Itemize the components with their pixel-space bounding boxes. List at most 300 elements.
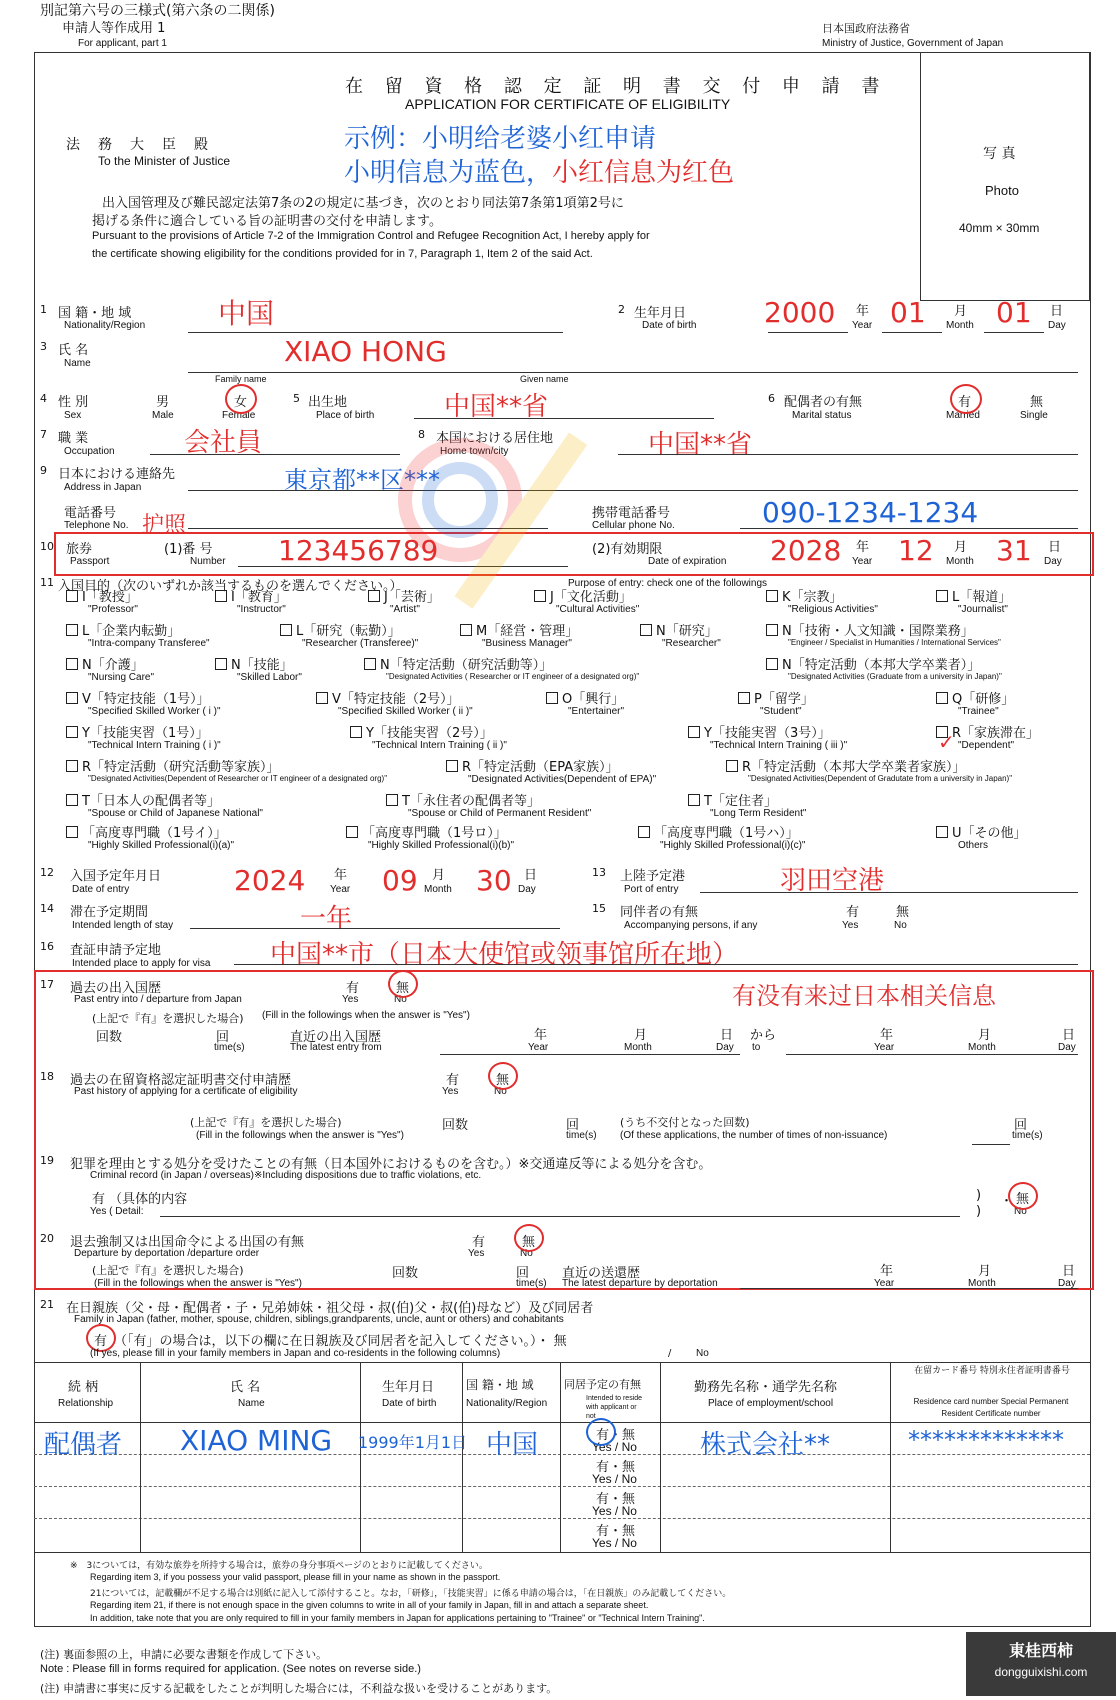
- brand-watermark: [966, 1632, 1116, 1696]
- passport-number-value[interactable]: 123456789: [278, 534, 439, 567]
- note-5: In addition, take note that you are only required to fill in your family members in Japan for applications pertaining to "Trainee" or "Technical Intern Training".: [90, 1613, 705, 1623]
- legend-note: [344, 152, 734, 189]
- accompanying-label: 同伴者の有無: [620, 905, 699, 920]
- purpose-option-label-en: "Technical Intern Training ( i )": [88, 740, 221, 751]
- item-number: 14: [40, 902, 54, 915]
- checkbox[interactable]: [638, 826, 650, 838]
- photo-label-en: Photo: [985, 183, 1019, 198]
- day-label: 日: [1062, 1028, 1076, 1043]
- birthplace-label-en: Place of birth: [316, 410, 375, 421]
- checkbox[interactable]: [936, 590, 948, 602]
- passport-label: 旅券: [66, 542, 93, 557]
- year-label: 年: [880, 1028, 894, 1043]
- purpose-option[interactable]: [446, 756, 619, 775]
- purpose-option-label: T「永住者の配偶者等」: [402, 794, 540, 809]
- family-dob-value[interactable]: 1999年1月1日: [358, 1433, 468, 1452]
- purpose-option-label-en: "Nursing Care": [88, 672, 155, 683]
- purpose-option-label: R「特定活動（EPA家族）」: [462, 760, 619, 775]
- latest-entry-label: 直近の出入国歴: [290, 1030, 382, 1045]
- day-label: 日: [720, 1028, 734, 1043]
- photo-box: [920, 52, 1090, 301]
- deportation-yes[interactable]: 有: [472, 1235, 486, 1250]
- from-label: から: [750, 1028, 777, 1043]
- purpose-option[interactable]: [738, 688, 814, 707]
- times-unit: 回: [516, 1266, 530, 1281]
- purpose-option-label: N「技術・人文知識・国際業務」: [782, 624, 974, 639]
- past-entry-no[interactable]: 無: [396, 981, 410, 996]
- hometown-value[interactable]: 中国**省: [648, 430, 753, 460]
- port-value[interactable]: 羽田空港: [780, 866, 885, 896]
- yes-label-en: Yes: [468, 1248, 485, 1259]
- purpose-option-label: P「留学」: [754, 692, 814, 707]
- purpose-option[interactable]: [766, 620, 974, 639]
- times-label: 回数: [392, 1266, 419, 1281]
- note-2: Regarding item 3, if you possess your valid passport, please fill in your name as shown in the passport.: [90, 1572, 501, 1582]
- purpose-option-label: M「経営・管理」: [476, 624, 579, 639]
- purpose-option-label: Y「技能実習（1号）」: [82, 726, 209, 741]
- checkbox[interactable]: [766, 658, 778, 670]
- purpose-option[interactable]: [936, 688, 1014, 707]
- birthplace-value[interactable]: 中国**省: [444, 392, 549, 422]
- passport-expiry-year[interactable]: 2028: [770, 534, 842, 567]
- photo-label: 写 真: [983, 146, 1016, 162]
- year-label: 年: [880, 1264, 894, 1279]
- passport-expiry-label-en: Date of expiration: [648, 556, 727, 567]
- col-reside-en: Intended to reside with applicant or not: [586, 1395, 643, 1420]
- to-minister: 法 務 大 臣 殿: [66, 137, 210, 153]
- year-label-en: Year: [874, 1278, 895, 1289]
- checkbox[interactable]: [386, 794, 398, 806]
- passport-number-label: (1)番 号: [164, 542, 213, 557]
- year-label-en: Year: [528, 1042, 549, 1053]
- port-label: 上陸予定港: [620, 869, 686, 884]
- address-value[interactable]: 東京都**区***: [284, 466, 440, 494]
- purpose-option-label-en: "Highly Skilled Professional(i)(c)": [660, 840, 806, 851]
- checkbox[interactable]: [936, 826, 948, 838]
- day-label-en: Day: [518, 884, 536, 895]
- example-note: 示例：小明给老婆小红申请: [344, 124, 657, 154]
- times-unit: 回: [566, 1118, 580, 1133]
- month-label-en: Month: [968, 1278, 996, 1289]
- purpose-option-label-en: "Designated Activities ( Researcher or IT engineer of a designated org)": [386, 672, 640, 681]
- checkbox[interactable]: [280, 624, 292, 636]
- purpose-option[interactable]: [215, 654, 293, 673]
- family-reside-empty-en: Yes / No: [592, 1472, 637, 1486]
- family-reside-empty[interactable]: 有・無: [596, 1460, 636, 1475]
- coe-history-label-en: Past history of applying for a certificate of eligibility: [74, 1086, 298, 1097]
- checkbox[interactable]: [766, 590, 778, 602]
- purpose-option-label: N「介護」: [82, 658, 144, 673]
- dob-year[interactable]: 2000: [764, 296, 836, 329]
- accompanying-no[interactable]: 無: [896, 905, 910, 920]
- purpose-option[interactable]: [546, 688, 624, 707]
- purpose-option-label-en: "Specified Skilled Worker ( ii )": [338, 706, 473, 717]
- female-option[interactable]: 女: [234, 395, 248, 410]
- no-label-en: No: [1014, 1206, 1027, 1217]
- checkbox[interactable]: [215, 590, 227, 602]
- coe-history-no-mark: [488, 1062, 518, 1090]
- deportation-no[interactable]: 無: [522, 1235, 536, 1250]
- sex-label-en: Sex: [64, 410, 82, 421]
- times-unit: 回: [1014, 1118, 1028, 1133]
- col-nationality: 国 籍・地 域: [466, 1378, 534, 1392]
- day-label: 日: [524, 868, 538, 883]
- passport-expiry-day[interactable]: 31: [996, 534, 1032, 567]
- ministry-en: Ministry of Justice, Government of Japan: [822, 38, 1004, 49]
- purpose-option-label: I「教授」: [82, 590, 138, 605]
- day-label: 日: [1050, 304, 1064, 319]
- family-nationality-value[interactable]: 中国: [486, 1430, 539, 1460]
- item-number: 6: [768, 392, 775, 405]
- passport-note: 护照: [142, 513, 187, 538]
- checkbox[interactable]: [66, 692, 78, 704]
- cellphone-value[interactable]: 090-1234-1234: [762, 496, 979, 529]
- purpose-option-label-en: "Business Manager": [482, 638, 572, 649]
- visa-place-label-en: Intended place to apply for visa: [72, 958, 211, 969]
- single-option[interactable]: 無: [1030, 395, 1044, 410]
- stay-length-value[interactable]: 一年: [300, 904, 353, 934]
- purpose-option-label-en: "Designated Activities (Graduate from a university in Japan)": [788, 672, 1002, 681]
- family-card-value[interactable]: *************: [908, 1426, 1064, 1454]
- criminal-close-paren: ): [976, 1204, 982, 1219]
- col-work-en: Place of employment/school: [708, 1398, 834, 1409]
- times-unit: 回: [216, 1030, 230, 1045]
- purpose-option-label-en: "Technical Intern Training ( ii )": [372, 740, 507, 751]
- purpose-option[interactable]: [688, 722, 831, 741]
- item-number: 16: [40, 940, 54, 953]
- family-reside-value[interactable]: 有・無: [596, 1428, 636, 1443]
- married-option[interactable]: 有: [958, 395, 972, 410]
- purpose-option[interactable]: [640, 620, 718, 639]
- purpose-option-label-en: Others: [958, 840, 989, 851]
- occupation-label-en: Occupation: [64, 446, 115, 457]
- purpose-option-label-en: "Specified Skilled Worker ( i )": [88, 706, 221, 717]
- times-unit-en: time(s): [566, 1130, 597, 1141]
- yes-label-en: Yes: [342, 994, 359, 1005]
- item-number: 17: [40, 978, 54, 991]
- purpose-option[interactable]: [726, 756, 966, 775]
- purpose-option-label-en: "Artist": [390, 604, 420, 615]
- purpose-option-label-en: "Highly Skilled Professional(i)(b)": [368, 840, 515, 851]
- entry-date-label: 入国予定年月日: [70, 869, 162, 884]
- checkbox[interactable]: [446, 760, 458, 772]
- times-unit-en: time(s): [214, 1042, 245, 1053]
- month-label: 月: [978, 1264, 992, 1279]
- checkbox[interactable]: [66, 658, 78, 670]
- married-label-en: Married: [946, 410, 980, 421]
- purpose-option[interactable]: [66, 756, 280, 775]
- purpose-option-label-en: "Researcher (Transferee)": [302, 638, 419, 649]
- deportation-sub-en: (Fill in the followings when the answer is "Yes"): [94, 1278, 302, 1289]
- purpose-option-label-en: "Trainee": [958, 706, 999, 717]
- year-label: 年: [534, 1028, 548, 1043]
- name-label: 氏 名: [58, 343, 89, 358]
- item-number: 13: [592, 866, 606, 879]
- legend-blue: 小明信息为蓝色，: [344, 158, 553, 188]
- purpose-option-label: R「特定活動（本邦大学卒業者家族）」: [742, 760, 966, 775]
- purpose-option[interactable]: [215, 586, 287, 605]
- purpose-option-label: N「特定活動（本邦大学卒業者）」: [782, 658, 981, 673]
- brand-name: 東桂西柿: [1008, 1641, 1073, 1660]
- criminal-label-en: Criminal record (in Japan / overseas)※Including dispositions due to traffic violations, etc.: [90, 1170, 482, 1181]
- criminal-no[interactable]: 無: [1016, 1192, 1030, 1207]
- checkbox[interactable]: [66, 624, 78, 636]
- accompanying-yes[interactable]: 有: [846, 905, 860, 920]
- month-label-en: Month: [946, 320, 974, 331]
- month-label: 月: [978, 1028, 992, 1043]
- coe-history-no[interactable]: 無: [496, 1073, 510, 1088]
- hometown-label-en: Home town/city: [440, 446, 509, 457]
- purpose-option-label: Y「技能実習（2号）」: [366, 726, 493, 741]
- purpose-option[interactable]: [688, 790, 777, 809]
- purpose-option[interactable]: [364, 654, 552, 673]
- checkbox[interactable]: [726, 760, 738, 772]
- intro-jp-2: 掲げる条件に適合している旨の証明書の交付を申請します。: [92, 214, 442, 229]
- purpose-option[interactable]: [66, 822, 227, 841]
- item-number: 4: [40, 392, 47, 405]
- dob-month[interactable]: 01: [890, 296, 926, 329]
- purpose-option-label-en: "Skilled Labor": [237, 672, 302, 683]
- month-label-en: Month: [968, 1042, 996, 1053]
- checkbox[interactable]: [766, 624, 778, 636]
- family-yes[interactable]: 有: [94, 1334, 108, 1349]
- item-number: 12: [40, 866, 54, 879]
- checkbox[interactable]: [316, 692, 328, 704]
- title-en: APPLICATION FOR CERTIFICATE OF ELIGIBILITY: [405, 96, 731, 112]
- purpose-option-label-en: "Instructor": [237, 604, 286, 615]
- name-label-en: Name: [64, 358, 91, 369]
- past-entry-no-mark: [388, 970, 418, 998]
- purpose-option-label: R「特定活動（研究活動等家族）」: [82, 760, 280, 775]
- item-number: 21: [40, 1298, 54, 1311]
- item-number: 15: [592, 902, 606, 915]
- no-label-en: No: [894, 920, 907, 931]
- times-unit-en: time(s): [516, 1278, 547, 1289]
- past-entry-yes[interactable]: 有: [346, 981, 360, 996]
- checkbox[interactable]: [66, 760, 78, 772]
- dob-day[interactable]: 01: [996, 296, 1032, 329]
- checkbox[interactable]: [66, 794, 78, 806]
- passport-label-en: Passport: [70, 556, 110, 567]
- month-label: 月: [634, 1028, 648, 1043]
- purpose-option-label-en: "Dependent": [958, 740, 1015, 751]
- purpose-option-label-en: "Spouse or Child of Japanese National": [88, 808, 263, 819]
- latest-deportation-label: 直近の送還歴: [562, 1266, 641, 1281]
- day-label: 日: [1062, 1264, 1076, 1279]
- purpose-option[interactable]: [386, 790, 540, 809]
- purpose-option-label-en: "Cultural Activities": [556, 604, 640, 615]
- purpose-option[interactable]: [936, 822, 1027, 841]
- footer-note-3: (注) 申請書に事実に反する記載をしたことが判明した場合には，不利益な扱いを受けることがあります。: [40, 1682, 558, 1695]
- purpose-option-label: K「宗教」: [782, 590, 843, 605]
- note-3: 21については，記載欄が不足する場合は別紙に記入して添付すること。なお，「研修」，「技能実習」に係る申請の場合は，「在日親族」のみ記載してください。: [90, 1589, 732, 1599]
- day-label: 日: [1048, 540, 1062, 555]
- purpose-option[interactable]: [766, 654, 980, 673]
- purpose-option-label: Q「研修」: [952, 692, 1015, 707]
- family-reside-value-en: Yes / No: [592, 1440, 637, 1454]
- male-label-en: Male: [152, 410, 174, 421]
- checkbox[interactable]: [215, 658, 227, 670]
- family-relationship-value[interactable]: 配偶者: [44, 1430, 123, 1460]
- given-name-label: Given name: [520, 374, 569, 384]
- item-number: 1: [40, 303, 47, 316]
- purpose-option[interactable]: [316, 688, 460, 707]
- day-label-en: Day: [1048, 320, 1066, 331]
- checkbox[interactable]: [936, 692, 948, 704]
- intro-en-1: Pursuant to the provisions of Article 7-2 of the Immigration Control and Refugee Recognition Act, I hereby apply for: [92, 230, 650, 242]
- sex-label: 性 別: [58, 395, 89, 410]
- purpose-label-en: Purpose of entry: check one of the followings: [568, 578, 768, 589]
- purpose-option[interactable]: [66, 722, 209, 741]
- checkbox[interactable]: [350, 726, 362, 738]
- col-relationship-en: Relationship: [58, 1398, 114, 1409]
- note-4: Regarding item 21, if there is not enough space in the given columns to write in all of your family in Japan, fill in and attach a separate sheet.: [90, 1600, 649, 1610]
- year-label-en: Year: [852, 556, 873, 567]
- item-number: 11: [40, 576, 54, 589]
- month-label: 月: [954, 540, 968, 555]
- latest-entry-label-en: The latest entry from: [290, 1042, 382, 1053]
- item-number: 19: [40, 1154, 54, 1167]
- nationality-label: 国 籍・地 域: [58, 306, 132, 321]
- past-entry-sub-en: (Fill in the followings when the answer is "Yes"): [262, 1010, 470, 1021]
- coe-history-yes[interactable]: 有: [446, 1073, 460, 1088]
- male-option[interactable]: 男: [156, 395, 170, 410]
- purpose-option-label: N「特定活動（研究活動等）」: [380, 658, 553, 673]
- family-reside-yes-mark: [586, 1418, 616, 1446]
- entry-month[interactable]: 09: [382, 864, 418, 897]
- purpose-option-label-en: "Designated Activities(Dependent of EPA)": [468, 774, 657, 785]
- female-label-en: Female: [222, 410, 256, 421]
- yes-label-en: Yes: [442, 1086, 459, 1097]
- stay-length-label-en: Intended length of stay: [72, 920, 174, 931]
- dependent-check-mark: ✓: [938, 730, 955, 754]
- checkbox[interactable]: [688, 726, 700, 738]
- purpose-option[interactable]: [638, 822, 799, 841]
- purpose-option-label-en: "Professor": [88, 604, 138, 615]
- family-sub: （「有」の場合は，以下の欄に在日親族及び同居者を記入してください。）・ 無: [114, 1334, 567, 1349]
- purpose-option-label: 「高度専門職（1号ロ）」: [362, 826, 507, 841]
- entry-day[interactable]: 30: [476, 864, 512, 897]
- criminal-close-paren: ): [976, 1188, 982, 1203]
- purpose-option-label-en: "Religious Activities": [788, 604, 878, 615]
- title-jp: 在 留 資 格 認 定 証 明 書 交 付 申 請 書: [345, 76, 888, 97]
- single-label-en: Single: [1020, 410, 1048, 421]
- family-name-value[interactable]: XIAO MING: [180, 1424, 333, 1457]
- purpose-option[interactable]: [66, 654, 144, 673]
- purpose-option-label: T「日本人の配偶者等」: [82, 794, 220, 809]
- col-name: 氏 名: [230, 1380, 261, 1395]
- col-reside: 同居予定の有無: [564, 1378, 641, 1391]
- day-label-en: Day: [1044, 556, 1062, 567]
- purpose-option[interactable]: [766, 586, 843, 605]
- purpose-option[interactable]: [936, 586, 1011, 605]
- purpose-option-label-en: "Highly Skilled Professional(i)(a)": [88, 840, 235, 851]
- note-1: ※ 3については，有効な旅券を所持する場合は，旅券の身分事項ページのとおりに記載してください。: [70, 1561, 488, 1571]
- checkbox[interactable]: [346, 826, 358, 838]
- checkbox[interactable]: [738, 692, 750, 704]
- purpose-option-label-en: "Student": [760, 706, 802, 717]
- family-reside-empty[interactable]: 有・無: [596, 1492, 636, 1507]
- visa-place-value[interactable]: 中国**市（日本大使馆或领事馆所在地）: [270, 940, 739, 970]
- hometown-label: 本国における居住地: [436, 431, 554, 446]
- purpose-option-label-en: "Spouse or Child of Permanent Resident": [408, 808, 592, 819]
- coe-history-sub: (上記で『有』を選択した場合): [190, 1116, 342, 1129]
- day-label-en: Day: [1058, 1278, 1076, 1289]
- past-entry-label-en: Past entry into / departure from Japan: [74, 994, 242, 1005]
- family-work-value[interactable]: 株式会社**: [700, 1430, 831, 1460]
- criminal-no-mark: [1008, 1182, 1038, 1210]
- purpose-option[interactable]: [66, 688, 210, 707]
- entry-year[interactable]: 2024: [234, 864, 306, 897]
- year-label: 年: [334, 868, 348, 883]
- occupation-value[interactable]: 会社員: [184, 428, 263, 458]
- family-reside-empty-en: Yes / No: [592, 1536, 637, 1550]
- name-value[interactable]: XIAO HONG: [284, 335, 447, 368]
- visa-place-label: 査証申請予定地: [70, 943, 162, 958]
- purpose-option-label: J「芸術」: [384, 590, 440, 605]
- marital-label: 配偶者の有無: [784, 395, 863, 410]
- item-number: 3: [40, 340, 47, 353]
- checkbox[interactable]: [66, 826, 78, 838]
- col-dob: 生年月日: [382, 1380, 435, 1395]
- checkbox[interactable]: [546, 692, 558, 704]
- purpose-option-label: R「家族滞在」: [952, 726, 1040, 741]
- passport-number-label-en: Number: [190, 556, 226, 567]
- purpose-option-label-en: "Entertainer": [568, 706, 625, 717]
- past-entry-sub: (上記で『有』を選択した場合): [92, 1012, 244, 1025]
- dob-label: 生年月日: [634, 306, 687, 321]
- intro-en-2: the certificate showing eligibility for the conditions provided for in 7, Paragraph 1, Item 2 of the said Act.: [92, 248, 593, 260]
- nationality-value[interactable]: 中国: [218, 297, 275, 330]
- col-name-en: Name: [238, 1398, 265, 1409]
- latest-deportation-label-en: The latest departure by deportation: [562, 1278, 718, 1289]
- checkbox[interactable]: [640, 624, 652, 636]
- purpose-option-label: L「報道」: [952, 590, 1012, 605]
- footer-note-2: Note : Please fill in forms required for application. (See notes on reverse side.): [40, 1663, 421, 1675]
- day-label-en: Day: [1058, 1042, 1076, 1053]
- purpose-option[interactable]: [66, 586, 138, 605]
- col-card-en: Residence card number Special Permanent Resident Certificate number: [913, 1397, 1069, 1418]
- purpose-option[interactable]: [350, 722, 493, 741]
- family-reside-empty[interactable]: 有・無: [596, 1524, 636, 1539]
- year-label: 年: [856, 540, 870, 555]
- telephone-label-en: Telephone No.: [64, 520, 129, 531]
- checkbox[interactable]: [688, 794, 700, 806]
- purpose-option-label: L「研究（転勤）」: [296, 624, 401, 639]
- item-number: 9: [40, 464, 47, 477]
- photo-size: 40mm × 30mm: [959, 221, 1040, 235]
- passport-expiry-month[interactable]: 12: [898, 534, 934, 567]
- purpose-option-label: 「高度専門職（1号イ）」: [82, 826, 227, 841]
- purpose-option[interactable]: [346, 822, 507, 841]
- port-label-en: Port of entry: [624, 884, 679, 895]
- purpose-option-label: N「研究」: [656, 624, 718, 639]
- non-issuance-label-en: (Of these applications, the number of times of non-issuance): [620, 1130, 888, 1141]
- checkbox[interactable]: [364, 658, 376, 670]
- family-label: 在日親族（父・母・配偶者・子・兄弟姉妹・祖父母・叔(伯)父・叔(伯)母など）及び同居者: [66, 1301, 594, 1316]
- purpose-option[interactable]: [66, 790, 220, 809]
- purpose-option[interactable]: [66, 620, 180, 639]
- purpose-option-label: N「技能」: [231, 658, 293, 673]
- year-label-en: Year: [874, 1042, 895, 1053]
- deportation-label: 退去強制又は出国命令による出国の有無: [70, 1235, 305, 1250]
- checkbox[interactable]: [66, 726, 78, 738]
- cellphone-label-en: Cellular phone No.: [592, 520, 675, 531]
- item-number: 5: [293, 392, 300, 405]
- item-number: 7: [40, 428, 47, 441]
- checkbox[interactable]: [66, 590, 78, 602]
- legend-red: 小红信息为红色: [552, 158, 735, 188]
